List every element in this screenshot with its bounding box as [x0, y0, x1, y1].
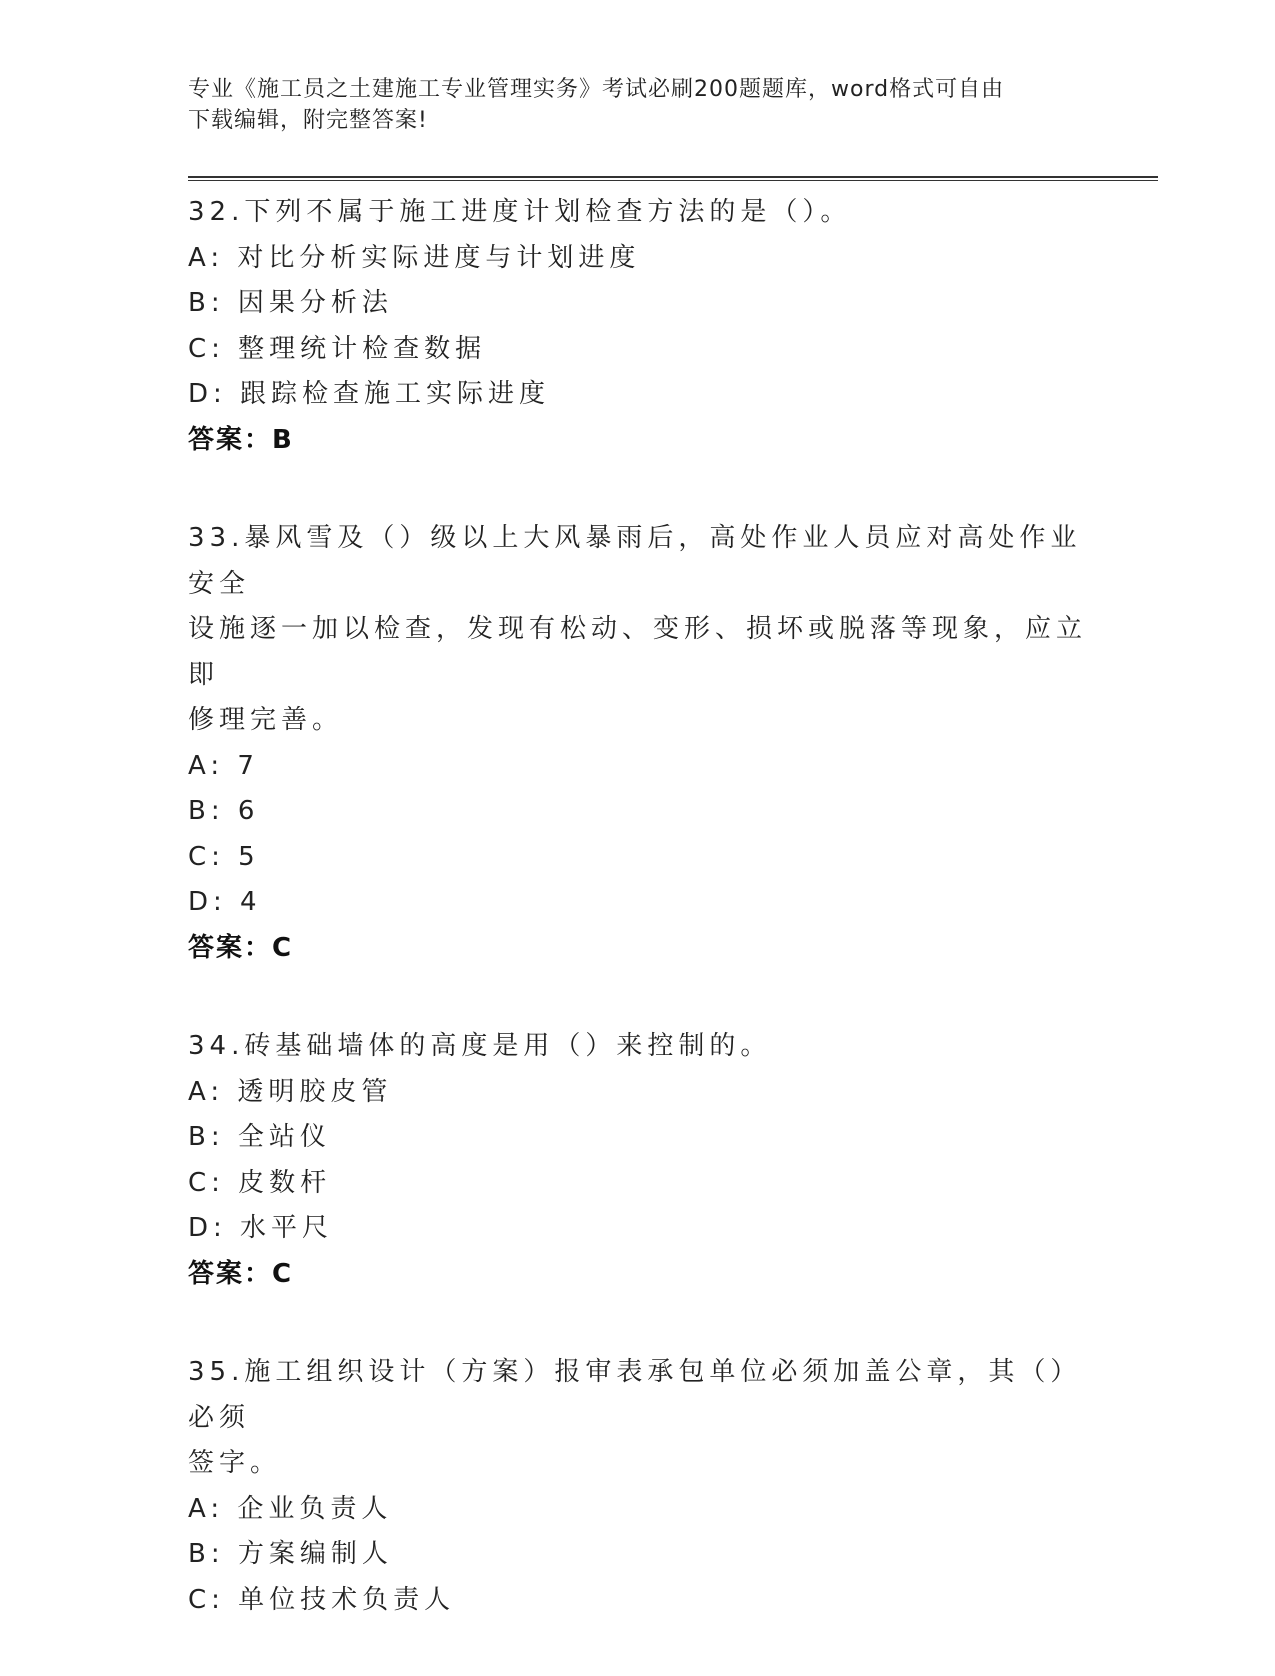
- question-stem-line-1: 35.施工组织设计（方案）报审表承包单位必须加盖公章，其（）必须: [188, 1357, 1082, 1433]
- question-33: [188, 516, 1088, 971]
- answer: 答案：C: [188, 1258, 294, 1289]
- header-divider: [188, 176, 1158, 181]
- question-stem: 32.下列不属于施工进度计划检查方法的是（）。: [188, 197, 852, 227]
- question-stem-line-1: 33.暴风雪及（）级以上大风暴雨后，高处作业人员应对高处作业安全: [188, 523, 1082, 599]
- option-a: A: 7: [188, 750, 259, 781]
- document-header: [188, 74, 1088, 136]
- question-stem-line-3: 修理完善。: [188, 705, 344, 735]
- question-32: [188, 190, 1088, 463]
- question-stem-line-2: 设施逐一加以检查，发现有松动、变形、损坏或脱落等现象，应立即: [188, 614, 1088, 690]
- question-stem: 34.砖基础墙体的高度是用（）来控制的。: [188, 1031, 772, 1061]
- header-line-2: 下载编辑，附完整答案!: [188, 108, 428, 133]
- option-b: B: 因果分析法: [188, 288, 393, 318]
- option-c: C: 5: [188, 841, 260, 872]
- option-c: C: 整理统计检查数据: [188, 333, 487, 364]
- question-35: [188, 1350, 1088, 1623]
- question-stem-line-2: 签字。: [188, 1448, 282, 1478]
- option-b: B: 6: [188, 796, 260, 826]
- answer: 答案：C: [188, 932, 294, 963]
- option-c: C: 单位技术负责人: [188, 1584, 456, 1615]
- question-list: [188, 190, 1088, 1676]
- answer: 答案：B: [188, 424, 294, 455]
- option-d: D: 4: [188, 887, 262, 917]
- option-d: D: 水平尺: [188, 1213, 334, 1243]
- option-a: A: 透明胶皮管: [188, 1076, 393, 1107]
- option-d: D: 跟踪检查施工实际进度: [188, 379, 551, 409]
- option-a: A: 对比分析实际进度与计划进度: [188, 242, 641, 273]
- option-a: A: 企业负责人: [188, 1493, 393, 1524]
- option-b: B: 方案编制人: [188, 1539, 393, 1569]
- question-34: [188, 1024, 1088, 1297]
- header-line-1: 专业《施工员之土建施工专业管理实务》考试必刷200题题库，word格式可自由: [188, 77, 1005, 102]
- option-b: B: 全站仪: [188, 1122, 331, 1152]
- option-c: C: 皮数杆: [188, 1167, 332, 1198]
